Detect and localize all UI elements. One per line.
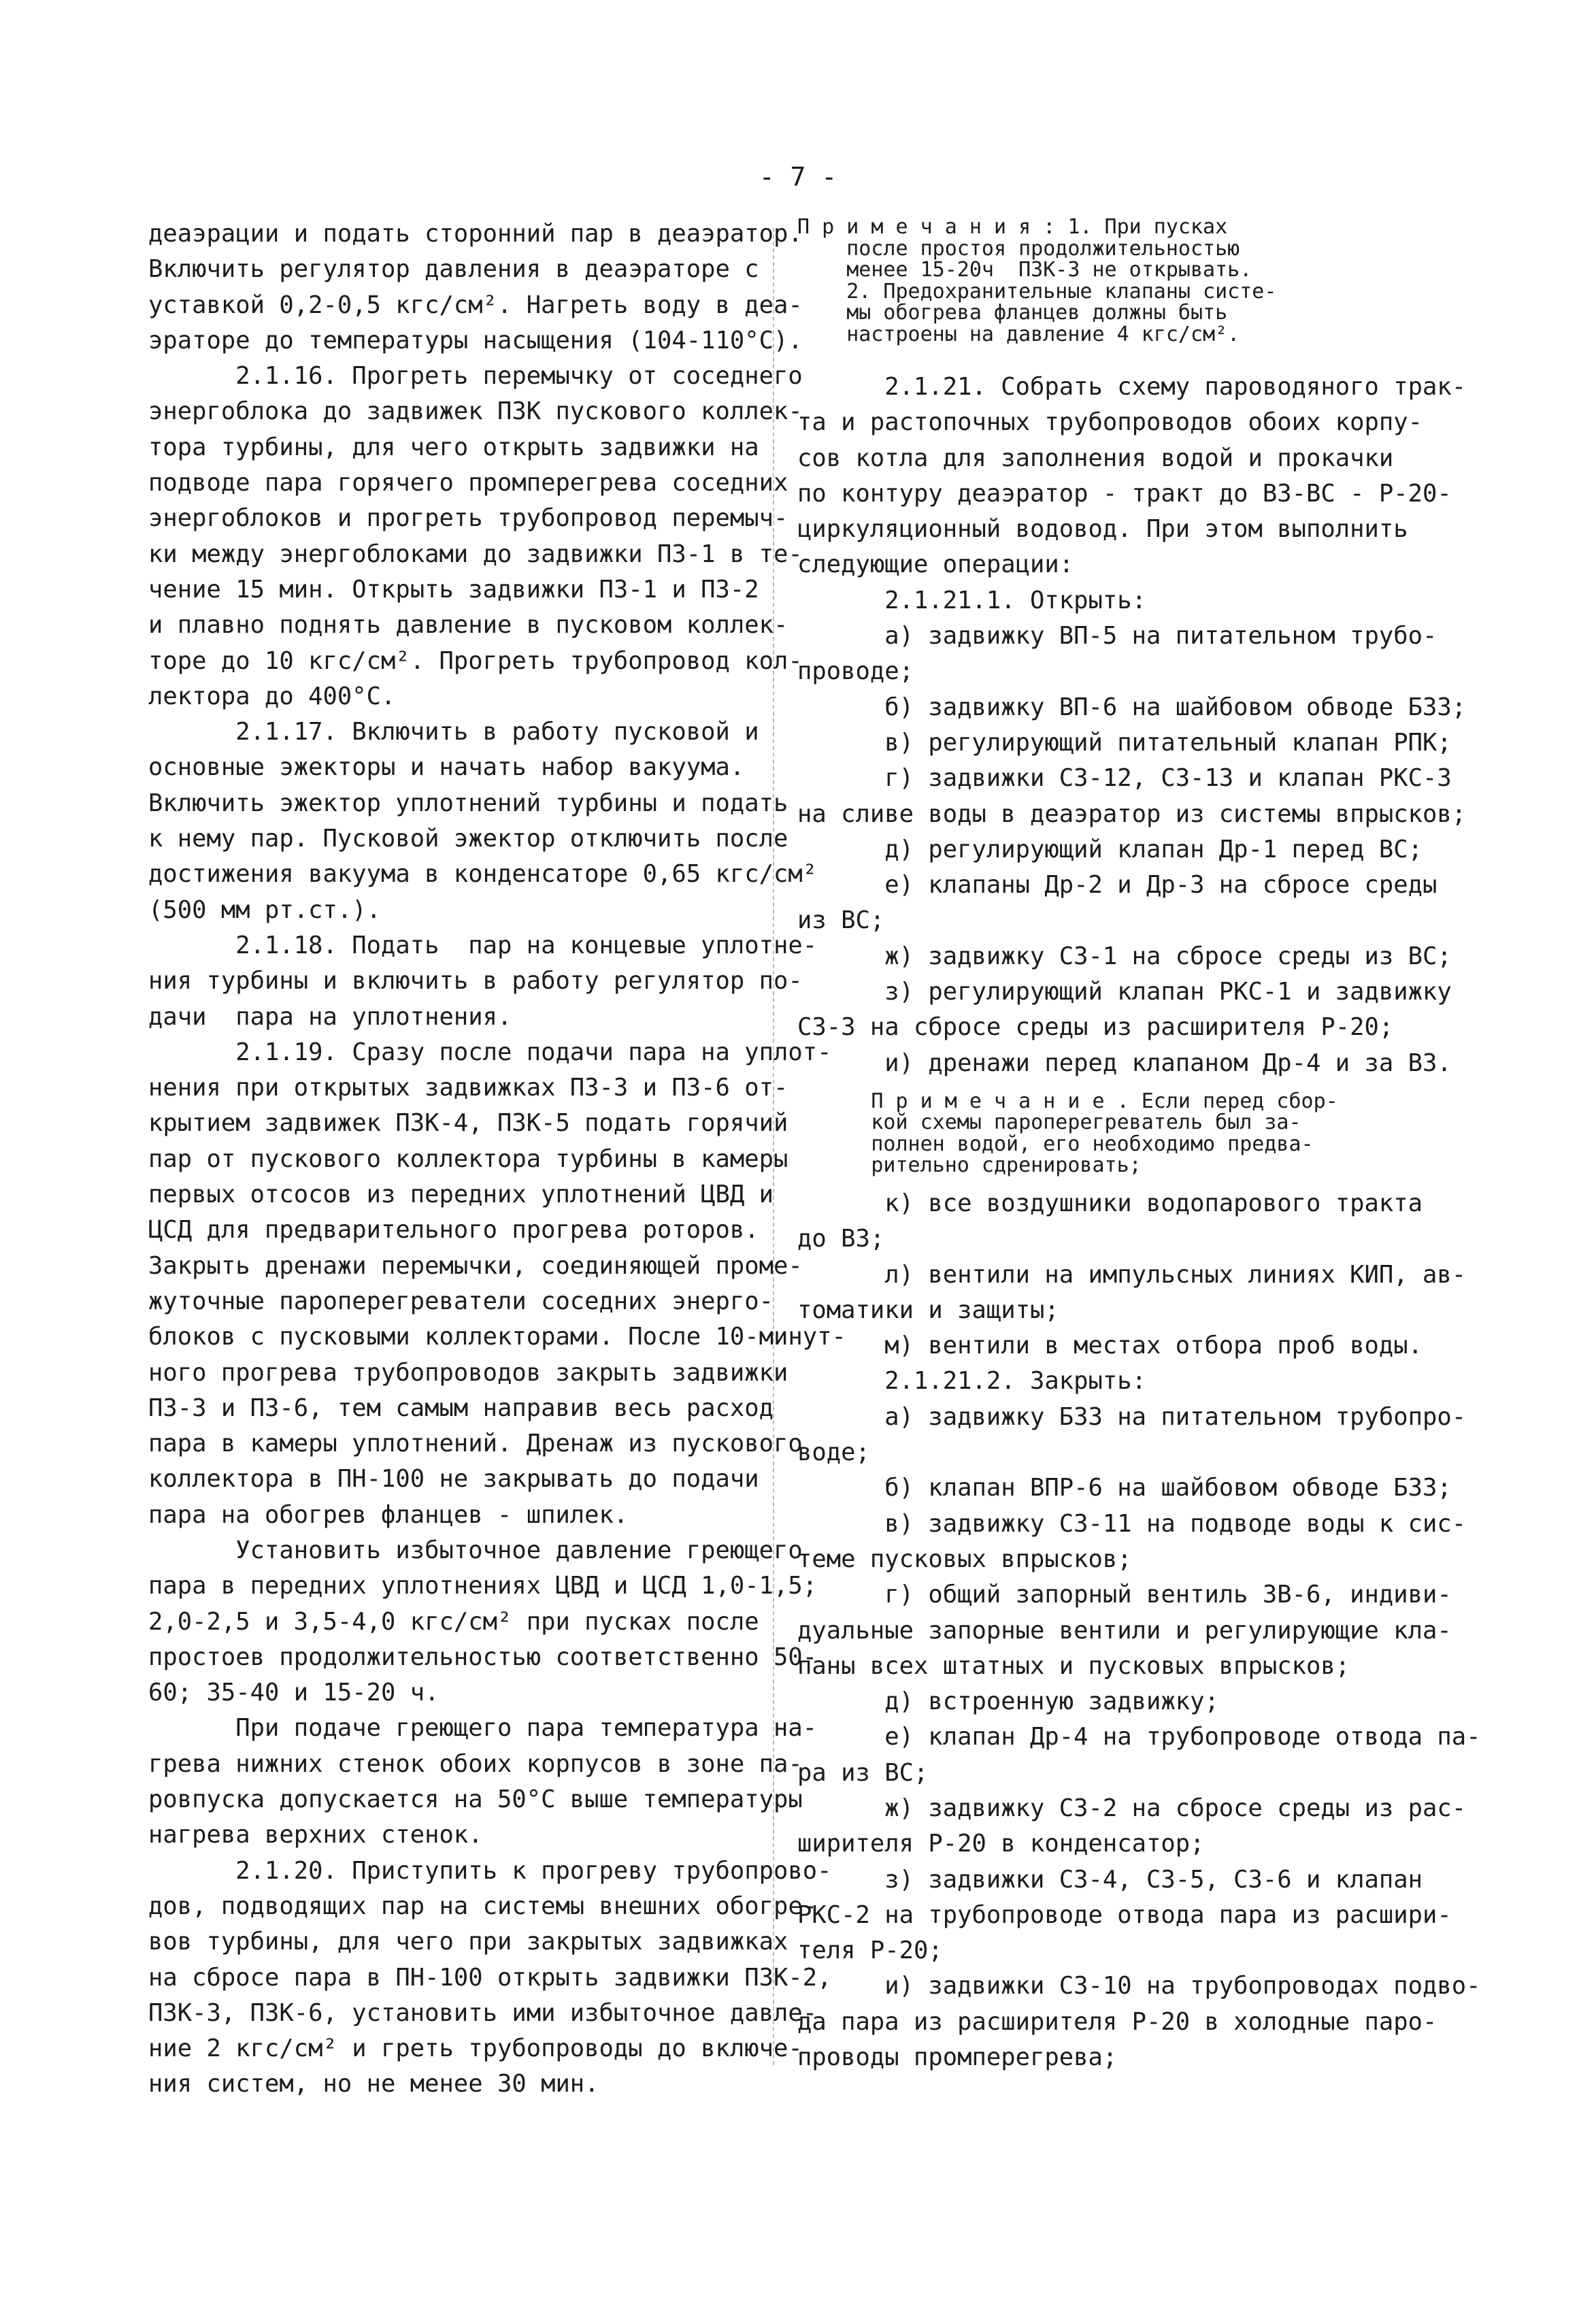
text-line: д) встроенную задвижку;: [797, 1687, 1219, 1716]
text-line: в) регулирующий питательный клапан РПК;: [797, 728, 1452, 757]
text-line: 2,0-2,5 и 3,5-4,0 кгс/см² при пусках после: [148, 1607, 759, 1636]
text-line: РКС-2 на трубопроводе отвода пара из расшири-: [797, 1900, 1452, 1929]
text-line: уставкой 0,2-0,5 кгс/см². Нагреть воду в деа-: [148, 291, 803, 319]
text-line: томатики и защиты;: [797, 1296, 1059, 1324]
text-line: простоев продолжительностью соответственно 50-: [148, 1643, 818, 1671]
text-line: кой схемы пароперегреватель был за-: [797, 1110, 1301, 1135]
text-line: д) регулирующий клапан Др-1 перед ВС;: [797, 835, 1423, 863]
text-line: дуальные запорные вентили и регулирующие кла-: [797, 1616, 1452, 1645]
text-line: первых отсосов из передних уплотнений ЦВД и: [148, 1181, 774, 1209]
text-line: Закрыть дренажи перемычки, соединяющей проме-: [148, 1251, 803, 1280]
text-line: из ВС;: [797, 906, 885, 935]
text-line: торе до 10 кгс/см². Прогреть трубопровод кол-: [148, 646, 803, 675]
text-line: 2.1.18. Подать пар на концевые уплотне-: [148, 931, 818, 959]
note-2: [797, 1091, 1416, 1176]
text-line: ние 2 кгс/см² и греть трубопроводы до включе-: [148, 2034, 803, 2063]
text-line: Включить эжектор уплотнений турбины и подать: [148, 789, 788, 817]
text-line: ровпуска допускается на 50°С выше температуры: [148, 1785, 803, 1814]
note-1: [797, 216, 1416, 345]
text-line: проводе;: [797, 657, 914, 686]
text-line: подводе пара горячего промперегрева соседних: [148, 469, 788, 497]
text-line: ж) задвижку СЗ-1 на сбросе среды из ВС;: [797, 942, 1452, 970]
text-line: 2.1.21.1. Открыть:: [797, 586, 1146, 614]
right-column: [797, 215, 1481, 2075]
text-line: з) регулирующий клапан РКС-1 и задвижку: [797, 978, 1452, 1006]
text-line: л) вентили на импульсных линиях КИП, ав-: [797, 1260, 1467, 1289]
text-line: проводы промперегрева;: [797, 2043, 1118, 2072]
text-line: на сливе воды в деаэратор из системы впрысков;: [797, 800, 1467, 828]
text-line: воде;: [797, 1438, 870, 1467]
text-line: сов котла для заполнения водой и прокачки: [797, 444, 1394, 472]
text-line: теме пусковых впрысков;: [797, 1545, 1132, 1573]
text-line: менее 15-20ч ПЗК-3 не открывать.: [797, 258, 1252, 282]
text-line: настроены на давление 4 кгс/см².: [797, 322, 1240, 346]
text-line: эраторе до температуры насыщения (104-110°С).: [148, 326, 803, 355]
text-line: ширителя Р-20 в конденсатор;: [797, 1830, 1205, 1858]
text-line: основные эжекторы и начать набор вакуума.: [148, 753, 745, 782]
text-line: 2.1.16. Прогреть перемычку от соседнего: [148, 362, 803, 391]
text-line: чение 15 мин. Открыть задвижки ПЗ-1 и ПЗ-2: [148, 575, 759, 604]
text-line: 2.1.19. Сразу после подачи пара на уплот-: [148, 1038, 832, 1066]
text-line: г) общий запорный вентиль ЗВ-6, индиви-: [797, 1581, 1452, 1609]
text-line: б) задвижку ВП-6 на шайбовом обводе Б33;: [797, 693, 1467, 721]
text-line: рительно сдренировать;: [797, 1153, 1142, 1178]
text-line: дов, подводящих пар на системы внешних обогре-: [148, 1892, 818, 1920]
text-line: 2.1.21. Собрать схему пароводяного трак-: [797, 373, 1467, 401]
text-line: Включить регулятор давления в деаэраторе с: [148, 255, 759, 284]
text-line: П р и м е ч а н и е . Если перед сбор-: [797, 1089, 1338, 1113]
text-line: энергоблоков и прогреть трубопровод перемыч-: [148, 504, 788, 533]
text-line: та и растопочных трубопроводов обоих корпу-: [797, 408, 1423, 437]
text-line: а) задвижку Б33 на питательном трубопро-: [797, 1402, 1467, 1431]
text-line: ки между энергоблоками до задвижки ПЗ-1 в те-: [148, 540, 803, 568]
text-line: нагрева верхних стенок.: [148, 1821, 483, 1849]
text-line: е) клапан Др-4 на трубопроводе отвода па-: [797, 1723, 1481, 1751]
text-line: после простоя продолжительностью: [797, 236, 1240, 261]
text-line: ЦСД для предварительного прогрева роторов.: [148, 1216, 759, 1245]
text-line: и) задвижки СЗ-10 на трубопроводах подво-: [797, 1972, 1481, 2000]
text-line: ния турбины и включить в работу регулятор по-: [148, 967, 803, 995]
text-line: паны всех штатных и пусковых впрысков;: [797, 1651, 1350, 1680]
text-line: коллектора в ПН-100 не закрывать до подачи: [148, 1465, 759, 1494]
text-line: ния систем, но не менее 30 мин.: [148, 2070, 599, 2098]
text-line: 2.1.17. Включить в работу пусковой и: [148, 718, 759, 746]
text-line: до ВЗ;: [797, 1225, 885, 1253]
page-number: - 7 -: [759, 162, 837, 192]
text-line: ра из ВС;: [797, 1758, 929, 1787]
text-line: (500 мм рт.ст.).: [148, 895, 381, 924]
text-line: по контуру деаэратор - тракт до ВЗ-ВС - Р-20-: [797, 479, 1452, 508]
text-line: вов турбины, для чего при закрытых задвижках: [148, 1928, 788, 1956]
text-line: 2.1.20. Приступить к прогреву трубопрово-: [148, 1856, 832, 1885]
text-line: и плавно поднять давление в пусковом коллек-: [148, 611, 788, 640]
text-line: П р и м е ч а н и я : 1. При пусках: [797, 215, 1228, 239]
text-line: крытием задвижек ПЗК-4, ПЗК-5 подать горячий: [148, 1109, 788, 1138]
text-line: ПЗК-3, ПЗК-6, установить ими избыточное давле-: [148, 1998, 818, 2027]
text-line: дачи пара на уплотнения.: [148, 1002, 512, 1031]
text-line: 60; 35-40 и 15-20 ч.: [148, 1679, 439, 1707]
text-line: б) клапан ВПР-6 на шайбовом обводе Б33;: [797, 1474, 1452, 1502]
text-line: ПЗ-3 и ПЗ-6, тем самым направив весь расход: [148, 1394, 774, 1422]
text-line: ж) задвижку СЗ-2 на сбросе среды из рас-: [797, 1794, 1467, 1822]
text-line: ного прогрева трубопроводов закрыть задвижки: [148, 1358, 788, 1387]
text-line: е) клапаны Др-2 и Др-3 на сбросе среды: [797, 871, 1437, 900]
text-line: к нему пар. Пусковой эжектор отключить после: [148, 825, 788, 853]
text-line: пара в передних уплотнениях ЦВД и ЦСД 1,0-1,5;: [148, 1572, 818, 1600]
text-line: пар от пускового коллектора турбины в камеры: [148, 1144, 788, 1173]
text-line: м) вентили в местах отбора проб воды.: [797, 1332, 1423, 1360]
text-line: з) задвижки СЗ-4, СЗ-5, СЗ-6 и клапан: [797, 1865, 1423, 1894]
text-line: полнен водой, его необходимо предва-: [797, 1132, 1314, 1156]
text-line: жуточные пароперегреватели соседних энерго-: [148, 1287, 774, 1315]
text-line: деаэрации и подать сторонний пар в деаэратор.: [148, 220, 803, 248]
text-line: блоков с пусковыми коллекторами. После 10-минут-: [148, 1323, 846, 1351]
text-line: энергоблока до задвижек ПЗК пускового коллек-: [148, 397, 803, 426]
text-line: на сбросе пара в ПН-100 открыть задвижки ПЗК-2,: [148, 1963, 832, 1992]
text-line: лектора до 400°С.: [148, 682, 396, 710]
text-line: мы обогрева фланцев должны быть: [797, 301, 1228, 325]
text-line: г) задвижки СЗ-12, СЗ-13 и клапан РКС-3: [797, 764, 1452, 793]
text-line: теля Р-20;: [797, 1937, 943, 1965]
text-line: циркуляционный водовод. При этом выполнить: [797, 515, 1408, 544]
section-2-1-21: [797, 369, 1467, 1081]
text-line: 2. Предохранительные клапаны систе-: [797, 279, 1277, 303]
text-line: СЗ-3 на сбросе среды из расширителя Р-20;: [797, 1013, 1394, 1042]
text-line: да пара из расширителя Р-20 в холодные паро-: [797, 2007, 1437, 2036]
text-line: а) задвижку ВП-5 на питательном трубо-: [797, 622, 1437, 650]
text-line: пара в камеры уплотнений. Дренаж из пускового: [148, 1430, 803, 1458]
text-line: При подаче греющего пара температура на-: [148, 1714, 818, 1743]
text-line: следующие операции:: [797, 550, 1074, 579]
section-2-1-21-continued: [797, 1186, 1481, 2075]
text-line: 2.1.21.2. Закрыть:: [797, 1367, 1146, 1396]
text-line: достижения вакуума в конденсаторе 0,65 кгс/см²: [148, 860, 818, 889]
text-line: в) задвижку СЗ-11 на подводе воды к сис-: [797, 1509, 1467, 1538]
text-line: тора турбины, для чего открыть задвижки на: [148, 433, 759, 461]
text-line: грева нижних стенок обоих корпусов в зоне па-: [148, 1749, 803, 1778]
text-line: пара на обогрев фланцев - шпилек.: [148, 1500, 629, 1529]
text-line: нения при открытых задвижках ПЗ-3 и ПЗ-6 от-: [148, 1074, 788, 1102]
text-line: к) все воздушники водопарового тракта: [797, 1189, 1423, 1217]
text-line: Установить избыточное давление греющего: [148, 1536, 803, 1564]
text-line: и) дренажи перед клапаном Др-4 и за ВЗ.: [797, 1049, 1452, 1077]
